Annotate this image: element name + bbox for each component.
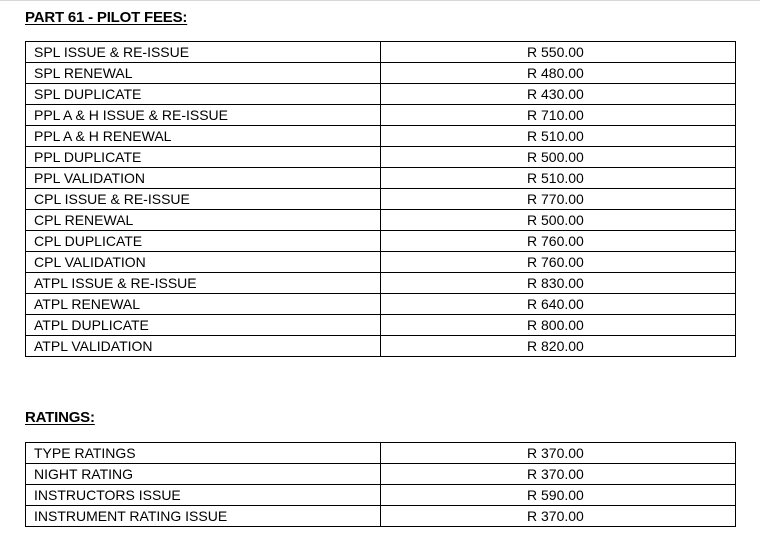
fee-amount: R 550.00 bbox=[381, 42, 736, 63]
fee-item-name: PPL A & H RENEWAL bbox=[26, 126, 381, 147]
fee-amount: R 770.00 bbox=[381, 189, 736, 210]
table-row bbox=[26, 336, 736, 357]
fee-amount: R 760.00 bbox=[381, 252, 736, 273]
fee-amount: R 510.00 bbox=[381, 126, 736, 147]
table-row bbox=[26, 126, 736, 147]
table-row bbox=[26, 443, 736, 464]
fee-amount: R 760.00 bbox=[381, 231, 736, 252]
fee-amount: R 640.00 bbox=[381, 294, 736, 315]
ratings-heading: RATINGS: bbox=[25, 409, 95, 426]
fee-item-name: CPL ISSUE & RE-ISSUE bbox=[26, 189, 381, 210]
table-row bbox=[26, 105, 736, 126]
fee-item-name: SPL DUPLICATE bbox=[26, 84, 381, 105]
pilot-fees-heading: PART 61 - PILOT FEES: bbox=[25, 9, 188, 26]
table-row bbox=[26, 294, 736, 315]
fee-amount: R 370.00 bbox=[381, 464, 736, 485]
fee-item-name: PPL VALIDATION bbox=[26, 168, 381, 189]
page-top-rule bbox=[0, 0, 760, 1]
fee-item-name: SPL ISSUE & RE-ISSUE bbox=[26, 42, 381, 63]
table-row bbox=[26, 231, 736, 252]
fee-item-name: PPL A & H ISSUE & RE-ISSUE bbox=[26, 105, 381, 126]
fee-item-name: ATPL ISSUE & RE-ISSUE bbox=[26, 273, 381, 294]
fee-amount: R 480.00 bbox=[381, 63, 736, 84]
fee-item-name: CPL RENEWAL bbox=[26, 210, 381, 231]
table-row bbox=[26, 189, 736, 210]
fee-item-name: TYPE RATINGS bbox=[26, 443, 381, 464]
table-row bbox=[26, 210, 736, 231]
fee-amount: R 710.00 bbox=[381, 105, 736, 126]
fee-item-name: ATPL DUPLICATE bbox=[26, 315, 381, 336]
fee-amount: R 830.00 bbox=[381, 273, 736, 294]
fee-item-name: PPL DUPLICATE bbox=[26, 147, 381, 168]
table-row bbox=[26, 42, 736, 63]
fee-item-name: ATPL VALIDATION bbox=[26, 336, 381, 357]
ratings-table-body bbox=[26, 443, 736, 527]
fee-item-name: NIGHT RATING bbox=[26, 464, 381, 485]
table-row bbox=[26, 63, 736, 84]
fee-amount: R 500.00 bbox=[381, 210, 736, 231]
fee-amount: R 820.00 bbox=[381, 336, 736, 357]
fee-item-name: SPL RENEWAL bbox=[26, 63, 381, 84]
fee-item-name: CPL DUPLICATE bbox=[26, 231, 381, 252]
fee-amount: R 370.00 bbox=[381, 443, 736, 464]
fee-amount: R 590.00 bbox=[381, 485, 736, 506]
pilot-fees-table-body bbox=[26, 42, 736, 357]
table-row bbox=[26, 485, 736, 506]
table-row bbox=[26, 168, 736, 189]
table-row bbox=[26, 273, 736, 294]
table-row bbox=[26, 252, 736, 273]
table-row bbox=[26, 464, 736, 485]
fee-item-name: CPL VALIDATION bbox=[26, 252, 381, 273]
fee-amount: R 430.00 bbox=[381, 84, 736, 105]
ratings-table bbox=[25, 442, 736, 527]
fee-amount: R 370.00 bbox=[381, 506, 736, 527]
fee-amount: R 500.00 bbox=[381, 147, 736, 168]
pilot-fees-table bbox=[25, 41, 736, 357]
table-row bbox=[26, 147, 736, 168]
fee-item-name: INSTRUMENT RATING ISSUE bbox=[26, 506, 381, 527]
table-row bbox=[26, 315, 736, 336]
table-row bbox=[26, 84, 736, 105]
fee-item-name: INSTRUCTORS ISSUE bbox=[26, 485, 381, 506]
fee-amount: R 510.00 bbox=[381, 168, 736, 189]
fee-item-name: ATPL RENEWAL bbox=[26, 294, 381, 315]
table-row bbox=[26, 506, 736, 527]
fee-amount: R 800.00 bbox=[381, 315, 736, 336]
